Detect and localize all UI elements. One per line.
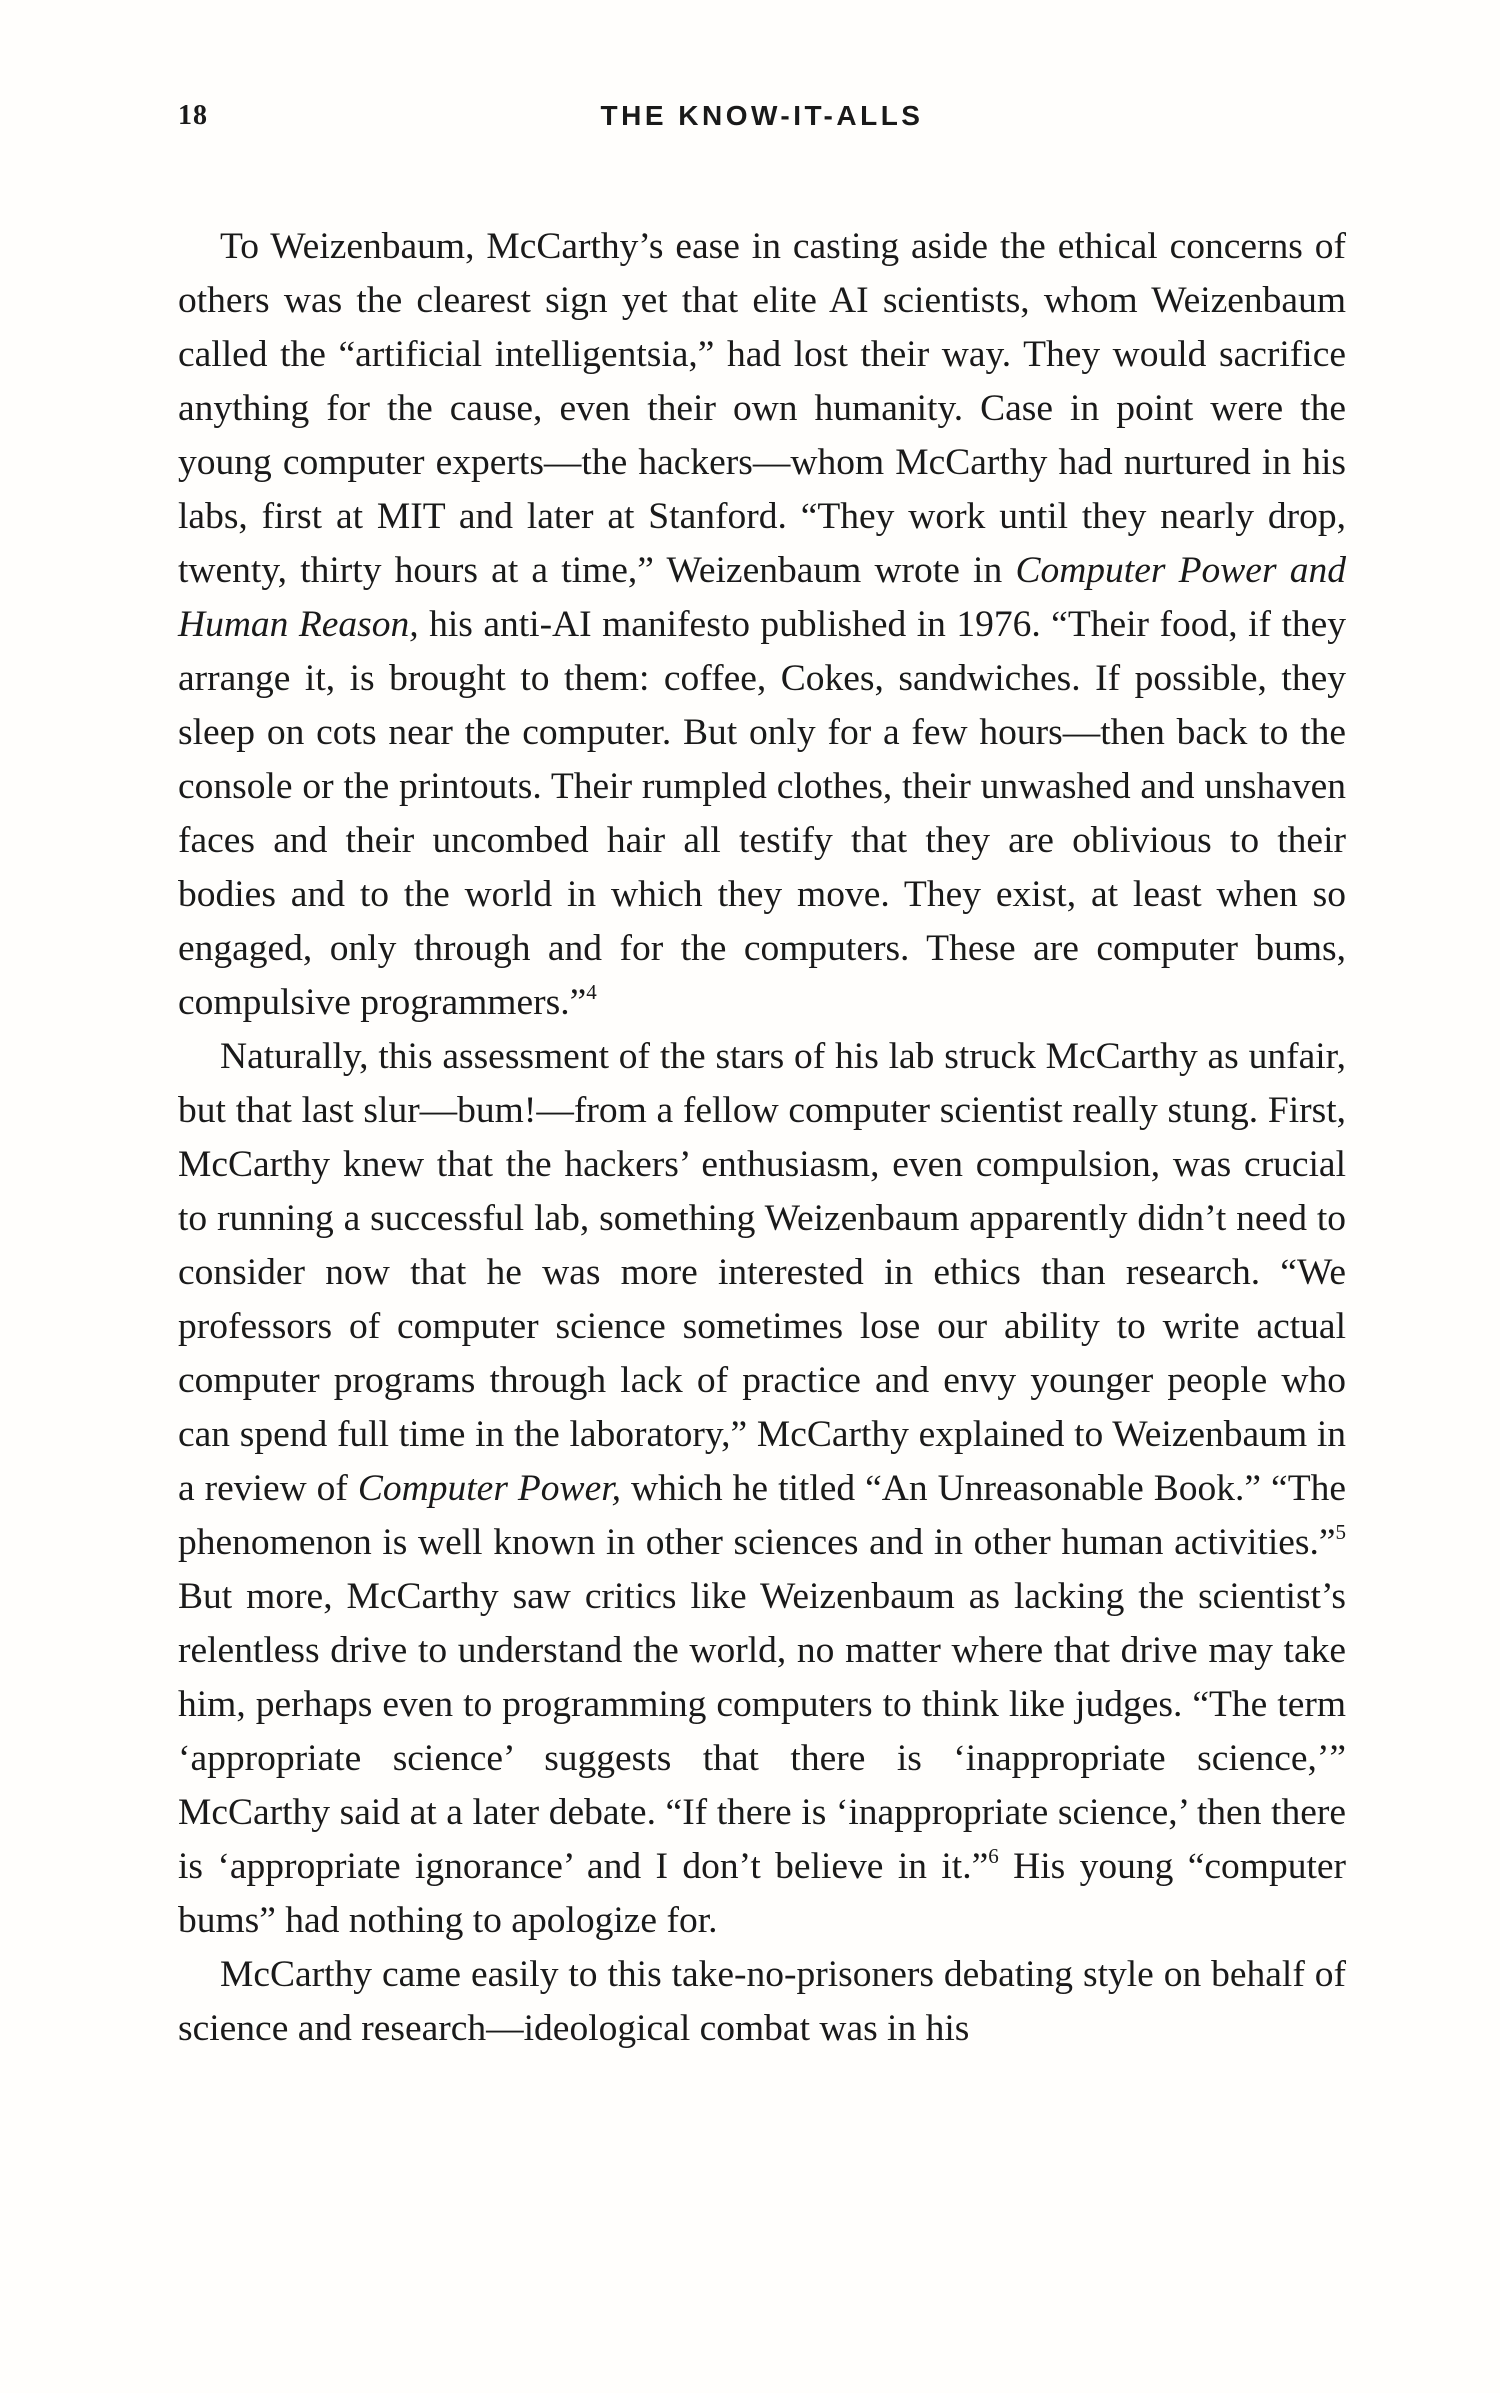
text-run: To Weizenbaum, McCarthy’s ease in casting aside the ethical concerns of others was the clearest sign yet that elite AI scientists, whom Weizenbaum called the “artificial intelligentsia,” had lost their way. They would sacrifice anything for the cause, even their own humanity. Case in point were the young computer experts—the hackers—whom McCarthy had nurtured in his labs, first at MIT and later at Stanford. “They work until they nearly drop, twenty, thirty hours at a time,” Weizenbaum wrote in <box>178 226 1346 591</box>
text-run: which he titled “An Unreasonable Book.” “The phenomenon is well known in other sciences and in other human activities.” <box>178 1468 1346 1563</box>
text-run: McCarthy came easily to this take-no-prisoners debating style on behalf of science and research—ideological combat was in his <box>178 1954 1346 2049</box>
paragraph-2 <box>178 1030 1346 1948</box>
text-run: Naturally, this assessment of the stars of his lab struck McCarthy as unfair, but that last slur—bum!—from a fellow computer scientist really stung. First, McCarthy knew that the hackers’ enthusiasm, even compulsion, was crucial to running a successful lab, something Weizenbaum apparently didn’t need to consider now that he was more interested in ethics than research. “We professors of computer science sometimes lose our ability to write actual computer programs through lack of practice and envy younger people who can spend full time in the laboratory,” McCarthy explained to Weizenbaum in a review of <box>178 1036 1346 1509</box>
body-text <box>178 220 1346 2056</box>
text-run: His young “computer bums” had nothing to apologize for. <box>178 1846 1346 1941</box>
text-run: But more, McCarthy saw critics like Weizenbaum as lacking the scientist’s relentless drive to understand the world, no matter where that drive may take him, perhaps even to programming computers to think like judges. “The term ‘appropriate science’ suggests that there is ‘inappropriate science,’” McCarthy said at a later debate. “If there is ‘inappropriate science,’ then there is ‘appropriate ignorance’ and I don’t believe in it.” <box>178 1576 1346 1887</box>
book-title-italic: Computer Power and Human Reason, <box>178 550 1346 645</box>
footnote-ref: 5 <box>1335 1520 1346 1544</box>
running-head <box>178 100 1346 150</box>
text-run: his anti-AI manifesto published in 1976. “Their food, if they arrange it, is brought to them: coffee, Cokes, sandwiches. If possible, they sleep on cots near the computer. But only for a few hours—then back to the console or the printouts. Their rumpled clothes, their unwashed and unshaven faces and their uncombed hair all testify that they are oblivious to their bodies and to the world in which they move. They exist, at least when so engaged, only through and for the computers. These are computer bums, compulsive programmers.” <box>178 604 1347 1023</box>
paragraph-1 <box>178 220 1346 1030</box>
running-title: THE KNOW-IT-ALLS <box>600 100 924 131</box>
paragraph-3 <box>178 1948 1346 2056</box>
book-title-italic: Computer Power, <box>357 1468 622 1509</box>
footnote-ref: 6 <box>988 1844 999 1868</box>
footnote-ref: 4 <box>586 980 597 1004</box>
page-number: 18 <box>178 100 208 131</box>
